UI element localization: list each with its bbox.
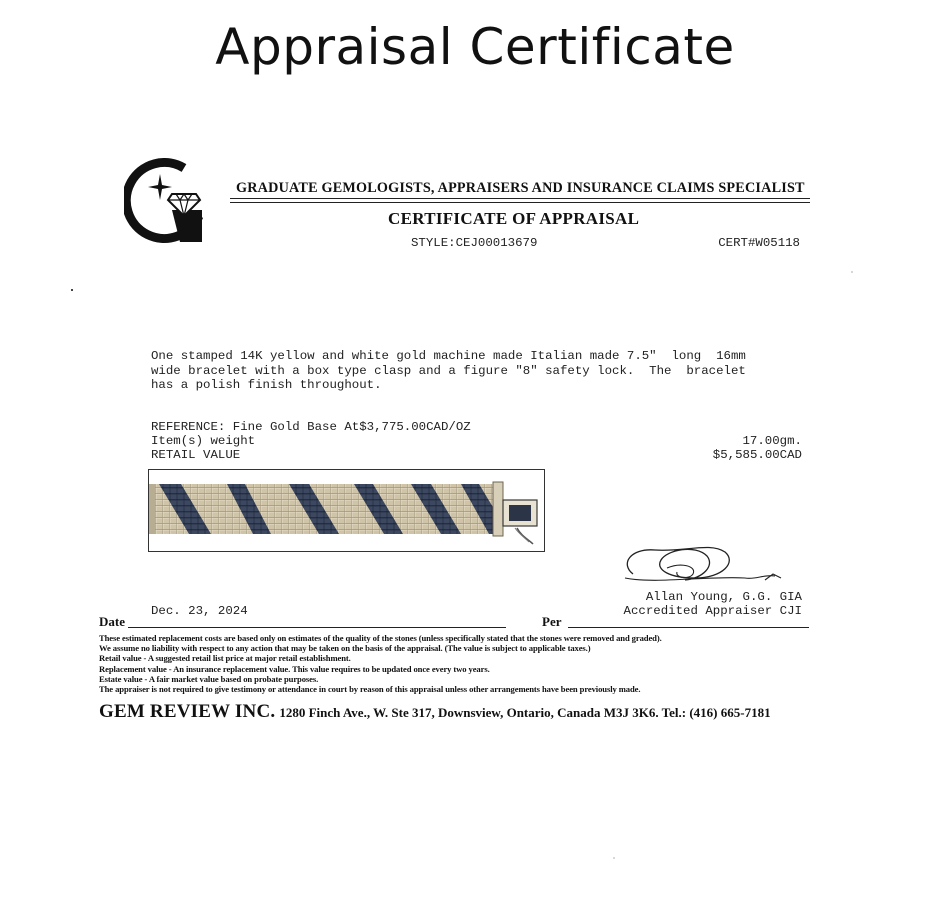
- retail-value-amount: $5,585.00CAD: [712, 448, 802, 462]
- company-name: GEM REVIEW INC.: [99, 701, 276, 722]
- organization-line: GRADUATE GEMOLOGISTS, APPRAISERS AND INSURANCE CLAIMS SPECIALIST: [236, 180, 805, 196]
- fine-print-line: The appraiser is not required to give testimony or attendance in court by reason of this appraisal unless other arrangements have been previously made.: [99, 684, 641, 695]
- company-logo-icon: [124, 158, 210, 244]
- date-rule: [128, 627, 506, 628]
- fine-print-line: These estimated replacement costs are based only on estimates of the quality of the stones (unless specifically stated that the stones were removed and graded).: [99, 633, 662, 643]
- retail-value-label: RETAIL VALUE: [151, 448, 241, 462]
- weight-label: Item(s) weight: [151, 434, 256, 448]
- fine-print: [99, 633, 839, 694]
- page-title: Appraisal Certificate: [215, 18, 735, 76]
- speck: [851, 271, 853, 273]
- certificate-heading: CERTIFICATE OF APPRAISAL: [388, 209, 640, 228]
- weight-value: 17.00gm.: [742, 434, 802, 448]
- description-line: One stamped 14K yellow and white gold machine made Italian made 7.5" long 16mm: [151, 349, 746, 363]
- date-value: Dec. 23, 2024: [151, 604, 248, 618]
- stray-mark: [71, 289, 73, 291]
- certificate-number: CERT#W05118: [718, 236, 800, 250]
- bracelet-photo: [148, 469, 545, 552]
- fine-print-line: We assume no liability with respect to any action that may be taken on the basis of the appraisal. (The value is subject to applicable taxes.): [99, 643, 591, 654]
- fine-print-line: Replacement value - An insurance replacement value. This value requires to be updated once every two years.: [99, 663, 490, 674]
- fine-print-line: Retail value - A suggested retail list price at major retail establishment.: [99, 653, 351, 664]
- item-description: [151, 349, 801, 393]
- speck: [613, 857, 615, 859]
- appraiser-name: Allan Young, G.G. GIA: [645, 590, 802, 604]
- description-line: has a polish finish throughout.: [151, 378, 382, 393]
- description-line: wide bracelet with a box type clasp and a figure "8" safety lock. The bracelet: [151, 363, 746, 378]
- company-address: 1280 Finch Ave., W. Ste 317, Downsview, Ontario, Canada M3J 3K6. Tel.: (416) 665-7181: [279, 705, 771, 720]
- header-rule-thin: [230, 202, 810, 203]
- company-footer: [99, 701, 771, 723]
- bracelet-image: [149, 470, 545, 552]
- reference-line: REFERENCE: Fine Gold Base At$3,775.00CAD/OZ: [151, 420, 471, 434]
- date-label: Date: [99, 614, 125, 629]
- header-rule: [230, 198, 810, 199]
- style-number: STYLE:CEJ00013679: [411, 236, 538, 250]
- appraiser-title: Accredited Appraiser CJI: [623, 604, 802, 618]
- fine-print-line: Estate value - A fair market value based on probate purposes.: [99, 673, 319, 684]
- signature-icon: [615, 534, 790, 594]
- per-label: Per: [542, 614, 562, 629]
- per-rule: [568, 627, 809, 628]
